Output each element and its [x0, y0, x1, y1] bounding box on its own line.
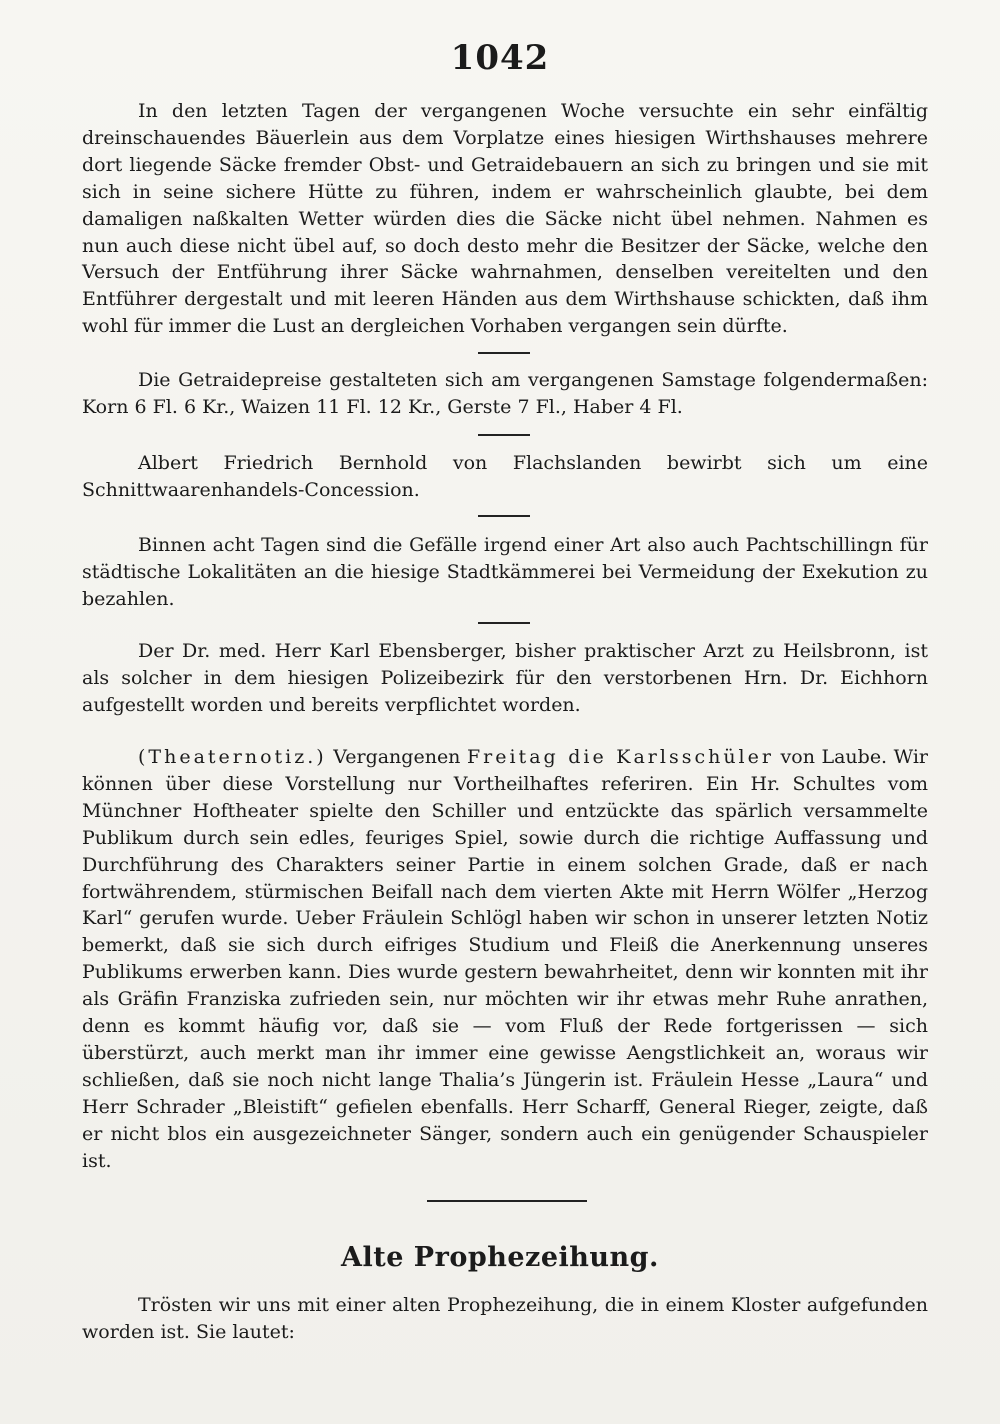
page-number: 1042	[450, 38, 550, 78]
section-heading: Alte Prophezeihung.	[341, 1242, 659, 1273]
article-grain-prices: Die Getraidepreise gestalteten sich am vergangenen Samstage folgendermaßen: Korn 6 Fl. 6 Kr., Waizen 11 Fl. 12 Kr., Gerste 7 Fl., Haber 4 Fl.	[82, 369, 928, 418]
article-doctor-appointment: Der Dr. med. Herr Karl Ebensberger, bisher praktischer Arzt zu Heilsbronn, ist als solcher in dem hiesigen Polizeibezirk für den verstorbenen Hrn. Dr. Eichhorn aufgestellt worden und bereits verpflichtet worden.	[82, 640, 928, 716]
theater-notice-text-a: Vergangenen	[326, 746, 467, 768]
play-title: Freitag die Karlsschüler	[466, 746, 774, 768]
separator-rule	[478, 352, 530, 354]
article-fees-notice: Binnen acht Tagen sind die Gefälle irgend einer Art also auch Pachtschillingn für städtische Lokalitäten an die hiesige Stadtkämmerei bei Vermeidung der Exekution zu bezahlen.	[82, 534, 928, 610]
section-separator-rule	[427, 1200, 587, 1202]
article-concession: Albert Friedrich Bernhold von Flachslanden bewirbt sich um eine Schnittwaarenhandels-Concession.	[82, 452, 928, 501]
article-prophecy-intro: Trösten wir uns mit einer alten Prophezeihung, die in einem Kloster aufgefunden worden ist. Sie lautet:	[82, 1294, 928, 1343]
article-theater-notice	[82, 744, 928, 1175]
article-farmer-theft: In den letzten Tagen der vergangenen Woche versuchte ein sehr einfältig dreinschauendes Bäuerlein aus dem Vorplatze eines hiesigen Wirthshauses mehrere dort liegende Säcke fremder Obst- und Getraidebauern an sich zu bringen und sie mit sich in seine sichere Hütte zu führen, indem er wahrscheinlich glaubte, bei dem damaligen naßkalten Wetter würden dies die Säcke nicht übel nehmen. Nahmen es nun auch diese nicht übel auf, so doch desto mehr die Besitzer der Säcke, welche den Versuch der Entführung ihrer Säcke wahrnahmen, denselben vereitelten und den Entführer dergestalt und mit leeren Händen aus dem Wirthshause schickten, daß ihm wohl für immer die Lust an dergleichen Vorhaben vergangen sein dürfte.	[82, 100, 928, 338]
separator-rule	[478, 622, 530, 624]
theater-notice-text-b: von Laube. Wir können über diese Vorstellung nur Vortheilhaftes referiren. Ein Hr. Schultes vom Münchner Hoftheater spielte den Schiller und entzückte das spärlich versammelte Publikum durch sein edles, feuriges Spiel, sowie durch die richtige Auffassung und Durchführung des Charakters seiner Partie in einem solchen Grade, daß er nach fortwährendem, stürmischen Beifall nach dem vierten Akte mit Herrn Wölfer „Herzog Karl“ gerufen wurde. Ueber Fräulein Schlögl haben wir schon in unserer letzten Notiz bemerkt, daß sie sich durch eifriges Studium und Fleiß die Anerkennung unseres Publikums erwerben kann. Dies wurde gestern bewahrheitet, denn wir konnten mit ihr als Gräfin Franziska zufrieden sein, nur möchten wir ihr etwas mehr Ruhe anrathen, denn es kommt häufig vor, daß sie — vom Fluß der Rede fortgerissen — sich überstürzt, auch merkt man ihr immer eine gewisse Aengstlichkeit an, woraus wir schließen, daß sie noch nicht lange Thalia’s Jüngerin ist. Fräulein Hesse „Laura“ und Herr Schrader „Bleistift“ gefielen ebenfalls. Herr Scharff, General Rieger, zeigte, daß er nicht blos ein ausgezeichneter Sänger, sondern auch ein genügender Schauspieler ist.	[82, 746, 928, 1172]
theater-notice-label: (Theaternotiz.)	[138, 746, 327, 768]
separator-rule	[478, 515, 530, 517]
separator-rule	[478, 434, 530, 436]
